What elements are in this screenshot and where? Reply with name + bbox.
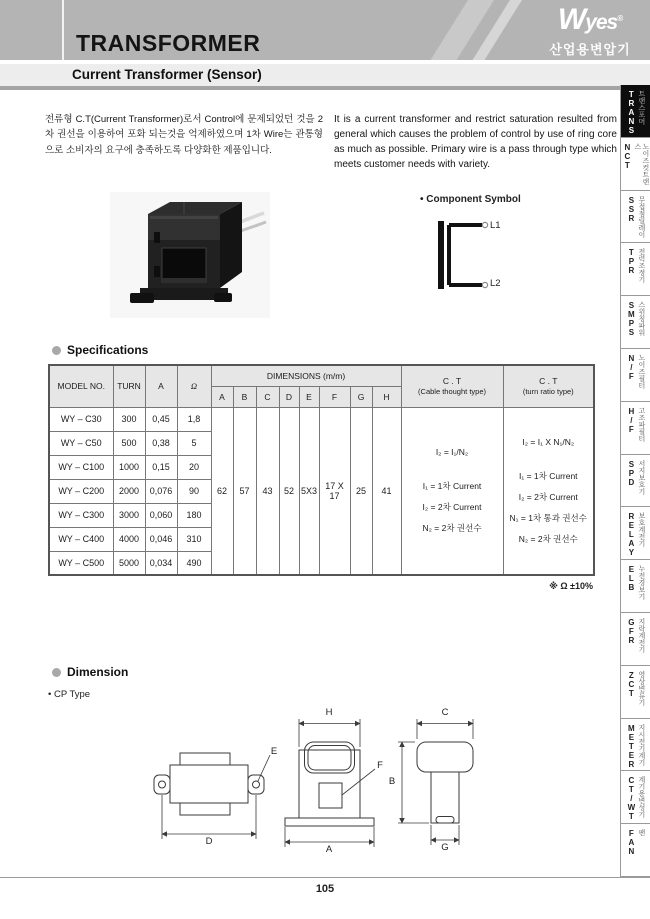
specifications-heading [52,343,148,357]
spec-cell-model: WY – C400 [49,527,113,551]
spec-cell-turn: 4000 [113,527,145,551]
sidebar-tab-nct [621,138,650,191]
ct-definition-line: N₁ = 1차 통과 권선수 [509,512,587,523]
sidebar-tab-eng-label: NCT [622,142,632,170]
component-symbol-diagram [430,215,540,299]
sidebar-tab-kor-label: 노이즈컷트랜스 [633,142,649,185]
spec-cell-a: 0,076 [145,479,177,503]
col-header-a: A [145,365,177,407]
ct-definition-line: I₂ = 2차 Current [518,491,578,502]
section-bullet-icon [52,346,61,355]
ct-definition-line: I₁ = 1차 Current [422,481,482,492]
section-bullet-icon [52,668,61,677]
spec-cell-turn: 2000 [113,479,145,503]
component-symbol-label: • Component Symbol [420,194,521,205]
sidebar-tab-eng-label: FAN [626,829,636,857]
spec-cell-turn: 500 [113,431,145,455]
sidebar-tab-kor-label: 스위칭파워 [637,301,645,337]
ct-definition-line: I₂ = 2차 Current [422,502,482,513]
dimension-column-header: B [233,386,256,407]
spec-cell-ohm: 180 [177,503,211,527]
spec-cell-ohm: 1,8 [177,407,211,431]
sidebar-tab-kor-label: 계기용변성기 [637,776,645,819]
sidebar-tab-eng-label: TRANS [626,90,636,135]
dimension-value-cell: 52 [279,407,299,575]
sidebar-tab-hf [621,402,650,455]
page-number: 105 [315,883,335,895]
product-photo [110,192,270,318]
dimension-drawing-views [140,705,500,860]
sidebar-tab-zct [621,666,650,719]
ct-turn-header [503,365,594,407]
sidebar-tab-kor-label: 팬 [637,829,645,837]
sidebar-tab-gfr [621,613,650,666]
sidebar-tab-trans [621,85,650,138]
sidebar-tab-kor-label: 무접점릴레이 [637,195,645,238]
spec-cell-turn: 300 [113,407,145,431]
dimension-value-cell: 5X3 [299,407,319,575]
spec-cell-model: WY – C100 [49,455,113,479]
dimension-column-header: E [299,386,319,407]
brand-logo [540,4,640,58]
sidebar-tab-meter [621,719,650,772]
registered-mark: ® [617,14,623,23]
ct-formula: I₂ = I₁/N₂ [435,447,469,458]
intro-korean: 전류형 C.T(Current Transformer)로서 Control에 문제되었던 것을 2차 권선을 이용하여 포화 되는것을 억제하였으며 1차 Wire는 관통형으로 소비자의 요구에 충족하도록 다양화한 제품입니다. [45,114,323,156]
spec-cell-turn: 1000 [113,455,145,479]
dimensions-group-header: DIMENSIONS (m/m) [211,365,401,386]
sidebar-tab-eng-label: N/F [626,353,636,381]
spec-cell-model: WY – C30 [49,407,113,431]
ct-definition-line: I₁ = 1차 Current [518,470,578,481]
sidebar-tab-kor-label: 지시전기계기 [637,723,645,766]
dim-label-c: C [441,707,449,718]
dimension-column-header: A [211,386,233,407]
sidebar-tab-ctwt [621,771,650,824]
dimension-value-cell: 17 X 17 [319,407,350,575]
sidebar-tab-eng-label: GFR [626,617,636,645]
brand-subtitle: 산업용변압기 [549,42,631,57]
ct-formula: I₂ = I₁ X N₁/N₂ [522,436,575,447]
sidebar-tab-eng-label: CT/WT [626,776,636,822]
ct-turn-header-line1: C . T [539,376,558,387]
spec-cell-turn: 3000 [113,503,145,527]
sidebar-tab-kor-label: 누전경보기 [637,565,645,601]
sidebar-tab-eng-label: RELAY [626,512,636,558]
sidebar-tab-fan [621,824,650,877]
logo-yes: yes [585,11,618,34]
spec-cell-a: 0,15 [145,455,177,479]
category-sidebar [620,85,650,877]
dimension-value-cell: 41 [372,407,401,575]
sidebar-tab-eng-label: SSR [626,195,636,223]
spec-cell-model: WY – C50 [49,431,113,455]
spec-table-row [49,407,594,431]
dimension-column-header: G [350,386,372,407]
spec-cell-a: 0,45 [145,407,177,431]
spec-cell-model: WY – C300 [49,503,113,527]
sidebar-tab-eng-label: H/F [626,406,636,434]
specifications-table [48,364,595,576]
ct-cable-header-line1: C . T [442,376,462,387]
sidebar-tab-ssr [621,191,650,244]
col-header-turn: TURN [113,365,145,407]
dimension-column-header: H [372,386,401,407]
ct-definition-line: N₂ = 2차 권선수 [518,533,578,544]
spec-cell-ohm: 90 [177,479,211,503]
spec-cell-a: 0,060 [145,503,177,527]
dimension-value-cell: 43 [256,407,279,575]
spec-cell-ohm: 5 [177,431,211,455]
sidebar-tab-kor-label: 지락계전기 [637,617,645,653]
sidebar-tab-kor-label: 노이즈필터 [637,353,645,389]
brand-logo-text [540,4,640,38]
terminal-label-l2: L2 [490,278,501,289]
sidebar-tab-kor-label: 전력조정기 [637,248,645,284]
section-title: Current Transformer (Sensor) [72,67,262,82]
ct-turn-header-line2: (turn ratio type) [522,387,574,397]
sidebar-tab-smps [621,296,650,349]
dimension-heading-text: Dimension [67,665,129,679]
cp-type-label: • CP Type [48,689,91,700]
dim-label-e: E [270,746,278,757]
dim-label-f: F [377,760,383,771]
dim-label-a: A [325,844,333,855]
sidebar-tab-eng-label: SPD [626,459,636,487]
spec-cell-model: WY – C200 [49,479,113,503]
sidebar-tab-eng-label: SMPS [626,301,636,338]
sidebar-tab-relay [621,507,650,560]
intro-english: It is a current transformer and restrict saturation resulted from general which causes the problem of control by use of ring core as much as possible. Primary wire is a pass through type which meets customer needs with variety. [334,114,617,170]
col-header-ohm: Ω [177,365,211,407]
dim-label-h: H [325,707,333,718]
dimension-value-cell: 62 [211,407,233,575]
sidebar-tab-eng-label: ELB [626,565,636,593]
component-symbol-icon [430,215,540,299]
terminal-label-l1: L1 [490,220,501,231]
dimension-column-header: C [256,386,279,407]
spec-cell-a: 0,034 [145,551,177,575]
dimension-column-header: F [319,386,350,407]
sidebar-tab-eng-label: TPR [626,248,636,276]
ct-cable-cell [401,407,503,575]
spec-cell-a: 0,38 [145,431,177,455]
dim-label-g: G [441,842,449,853]
sidebar-tab-kor-label: 보호계전기 [637,512,645,548]
ct-turn-cell [503,407,594,575]
sidebar-tab-eng-label: METER [626,723,636,769]
sidebar-tab-kor-label: 영상변류기 [637,670,645,706]
sidebar-tab-kor-label: 고조파필터 [637,406,645,442]
tolerance-note: ※ Ω ±10% [549,581,593,591]
dim-label-b: B [388,776,396,787]
logo-w: W [557,3,586,36]
sidebar-tab-tpr [621,243,650,296]
sidebar-tab-kor-label: 서지보호기 [637,459,645,495]
dimension-heading [52,665,128,679]
sidebar-tab-kor-label: 트랜스포머 [637,90,645,125]
spec-cell-model: WY – C500 [49,551,113,575]
footer-rule [0,877,650,878]
dimension-drawing [140,705,500,860]
ct-definition-line: N₂ = 2차 권선수 [422,523,482,534]
ct-cable-header-line2: (Cable thought type) [418,387,486,397]
header-divider-line [62,0,64,60]
page-title: TRANSFORMER [76,30,261,56]
dimension-column-header: D [279,386,299,407]
spec-cell-ohm: 490 [177,551,211,575]
dimension-value-cell: 25 [350,407,372,575]
col-header-model: MODEL NO. [49,365,113,407]
dimension-value-cell: 57 [233,407,256,575]
dim-label-d: D [205,836,213,847]
header-rule [0,86,650,90]
spec-cell-a: 0,046 [145,527,177,551]
sidebar-tab-spd [621,455,650,508]
spec-cell-ohm: 310 [177,527,211,551]
spec-cell-ohm: 20 [177,455,211,479]
specifications-heading-text: Specifications [67,343,149,357]
spec-cell-turn: 5000 [113,551,145,575]
ct-cable-header [401,365,503,407]
sidebar-tab-elb [621,560,650,613]
page-header [0,0,650,60]
sidebar-tab-nf [621,349,650,402]
sidebar-tab-eng-label: ZCT [626,670,636,698]
section-banner [0,64,650,86]
